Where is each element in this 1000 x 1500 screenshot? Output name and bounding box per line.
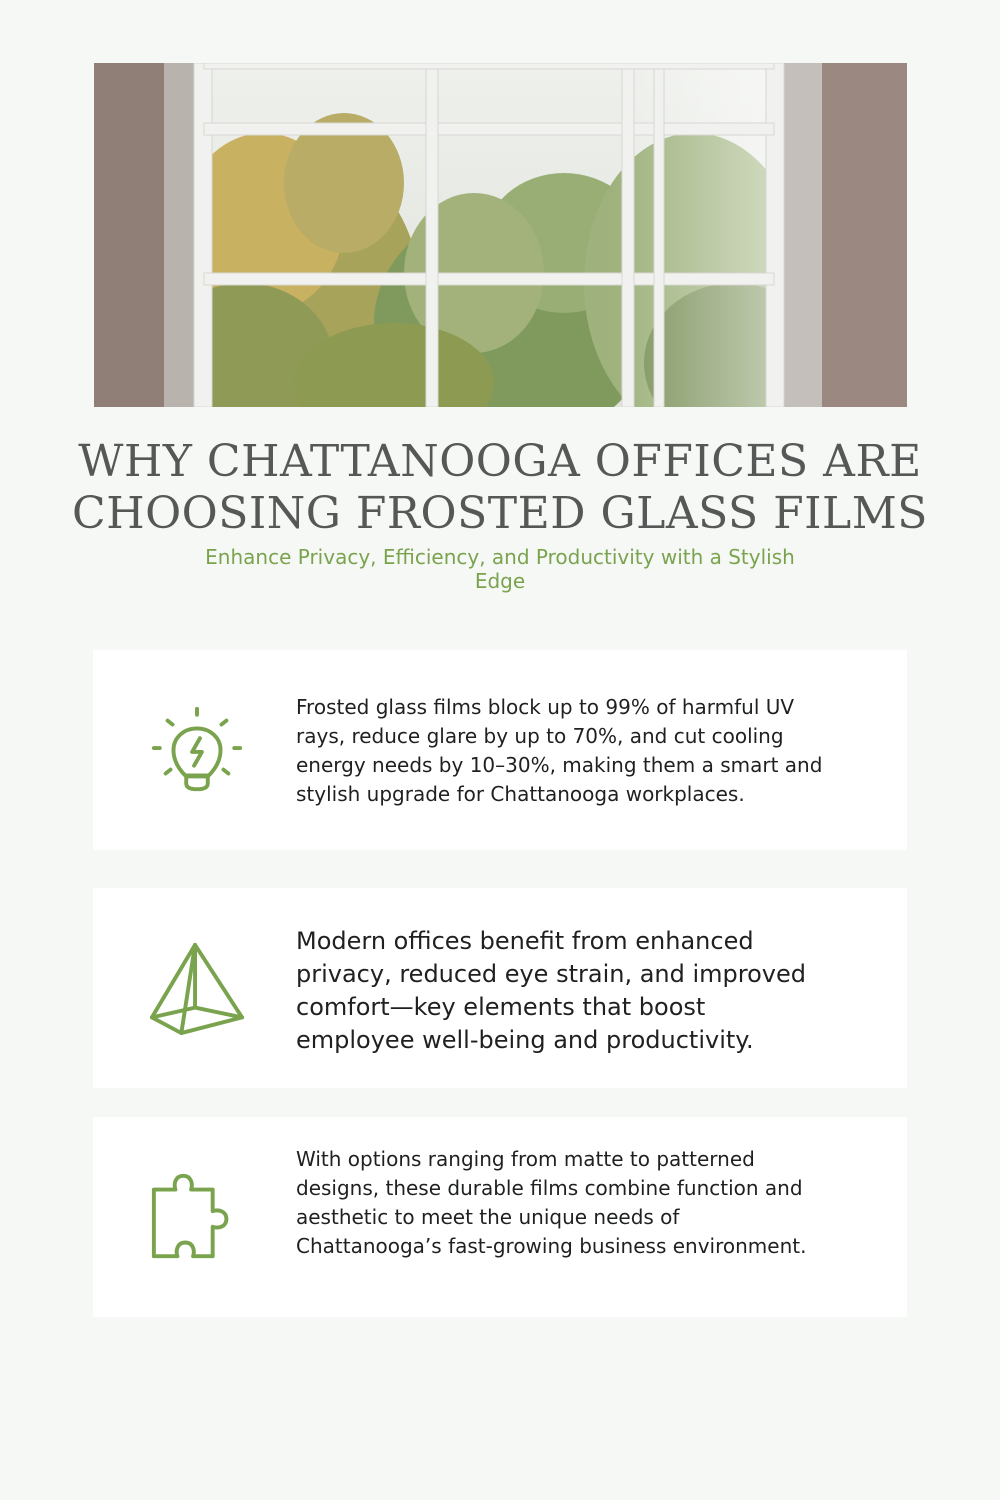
benefit-text: Frosted glass films block up to 99% of harmful UV rays, reduce glare by up to 70%, and cut cooling energy needs by 10–30%, making them a smart and stylish upgrade for Chattanooga workplaces. (296, 695, 823, 806)
hero-image (94, 63, 907, 407)
benefit-card (93, 650, 907, 850)
benefit-text: With options ranging from matte to patterned designs, these durable films combine function and aesthetic to meet the unique needs of Chattanooga’s fast-growing business environment. (296, 1147, 807, 1258)
benefit-card (93, 888, 907, 1088)
page-title: WHY CHATTANOOGA OFFICES ARE CHOOSING FROSTED GLASS FILMS (72, 436, 928, 539)
page-subtitle: Enhance Privacy, Efficiency, and Productivity with a Stylish Edge (205, 545, 795, 593)
pyramid-icon (148, 939, 246, 1037)
benefit-text: Modern offices benefit from enhanced privacy, reduced eye strain, and improved comfort—key elements that boost employee well-being and productivity. (296, 927, 806, 1054)
puzzle-piece-icon (148, 1168, 246, 1266)
lightbulb-bolt-icon (148, 701, 246, 799)
benefit-card (93, 1117, 907, 1317)
